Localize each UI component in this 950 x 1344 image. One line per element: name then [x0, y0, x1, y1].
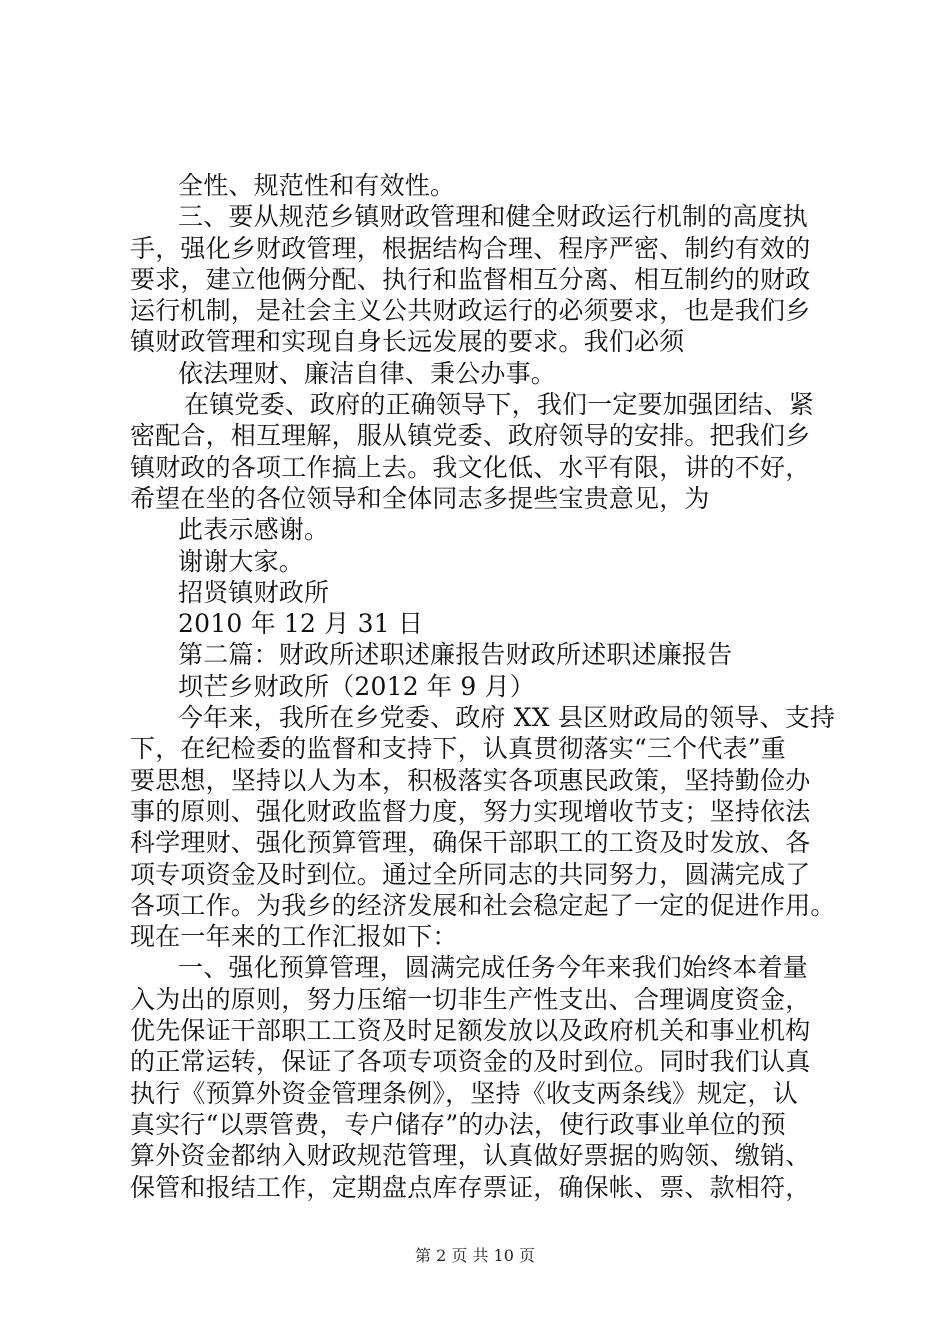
text-line: 今年来，我所在乡党委、政府 XX 县区财政局的领导、支持: [178, 703, 836, 733]
text-line: 优先保证干部职工工资及时足额发放以及政府机关和事业机构: [130, 1016, 811, 1046]
text-line: 在镇党委、政府的正确领导下，我们一定要加强团结、紧: [184, 390, 815, 420]
text-line: 招贤镇财政所: [178, 577, 330, 607]
text-line: 此表示感谢。: [178, 515, 330, 545]
text-line: 依法理财、廉洁自律、秉公办事。: [178, 358, 557, 388]
text-line: 密配合，相互理解，服从镇党委、政府领导的安排。把我们乡: [130, 421, 811, 451]
text-line: 第二篇：财政所述职述廉报告财政所述职述廉报告: [178, 640, 733, 670]
text-line: 事的原则、强化财政监督力度，努力实现增收节支；坚持依法: [130, 796, 811, 826]
text-line: 真实行“以票管费，专户储存”的办法，使行政事业单位的预: [130, 1109, 786, 1139]
text-line: 镇财政的各项工作搞上去。我文化低、水平有限，讲的不好，: [130, 452, 811, 482]
text-line: 希望在坐的各位领导和全体同志多提些宝贵意见，为: [130, 483, 710, 513]
text-line: 执行《预算外资金管理条例》，坚持《收支两条线》规定，认: [130, 1078, 798, 1108]
text-line: 镇财政管理和实现自身长远发展的要求。我们必须: [130, 327, 685, 357]
text-line: 的正常运转，保证了各项专项资金的及时到位。同时我们认真: [130, 1047, 811, 1077]
text-line: 项专项资金及时到位。通过全所同志的共同努力，圆满完成了: [130, 859, 811, 889]
text-line: 全性、规范性和有效性。: [178, 171, 456, 200]
text-line: 要思想，坚持以人为本，积极落实各项惠民政策，坚持勤俭办: [130, 765, 811, 795]
document-body: [130, 170, 836, 1203]
text-line: 保管和报结工作，定期盘点库存票证，确保帐、票、款相符，: [130, 1172, 811, 1202]
text-line: 算外资金都纳入财政规范管理，认真做好票据的购领、缴销、: [130, 1141, 811, 1171]
text-line: 三、要从规范乡镇财政管理和健全财政运行机制的高度执: [178, 202, 809, 232]
text-line: 要求，建立他俩分配、执行和监督相互分离、相互制约的财政: [130, 264, 811, 294]
text-line: 运行机制，是社会主义公共财政运行的必须要求，也是我们乡: [130, 296, 811, 326]
text-line: 坝芒乡财政所（2012 年 9 月）: [178, 671, 535, 701]
text-line: 手，强化乡财政管理，根据结构合理、程序严密、制约有效的: [130, 233, 811, 263]
text-line: 一、强化预算管理，圆满完成任务今年来我们始终本着量: [178, 953, 809, 983]
text-line: 各项工作。为我乡的经济发展和社会稳定起了一定的促进作用。: [130, 890, 836, 920]
text-line: 2010 年 12 月 31 日: [178, 609, 424, 639]
text-line: 谢谢大家。: [178, 546, 305, 576]
text-line: 现在一年来的工作汇报如下：: [130, 922, 458, 952]
text-line: 入为出的原则，努力压缩一切非生产性支出、合理调度资金，: [130, 984, 811, 1014]
page-footer: 第 2 页 共 10 页: [415, 1246, 535, 1265]
text-line: 下，在纪检委的监督和支持下，认真贯彻落实“三个代表”重: [130, 734, 786, 764]
text-line: 科学理财、强化预算管理，确保干部职工的工资及时发放、各: [130, 828, 811, 858]
